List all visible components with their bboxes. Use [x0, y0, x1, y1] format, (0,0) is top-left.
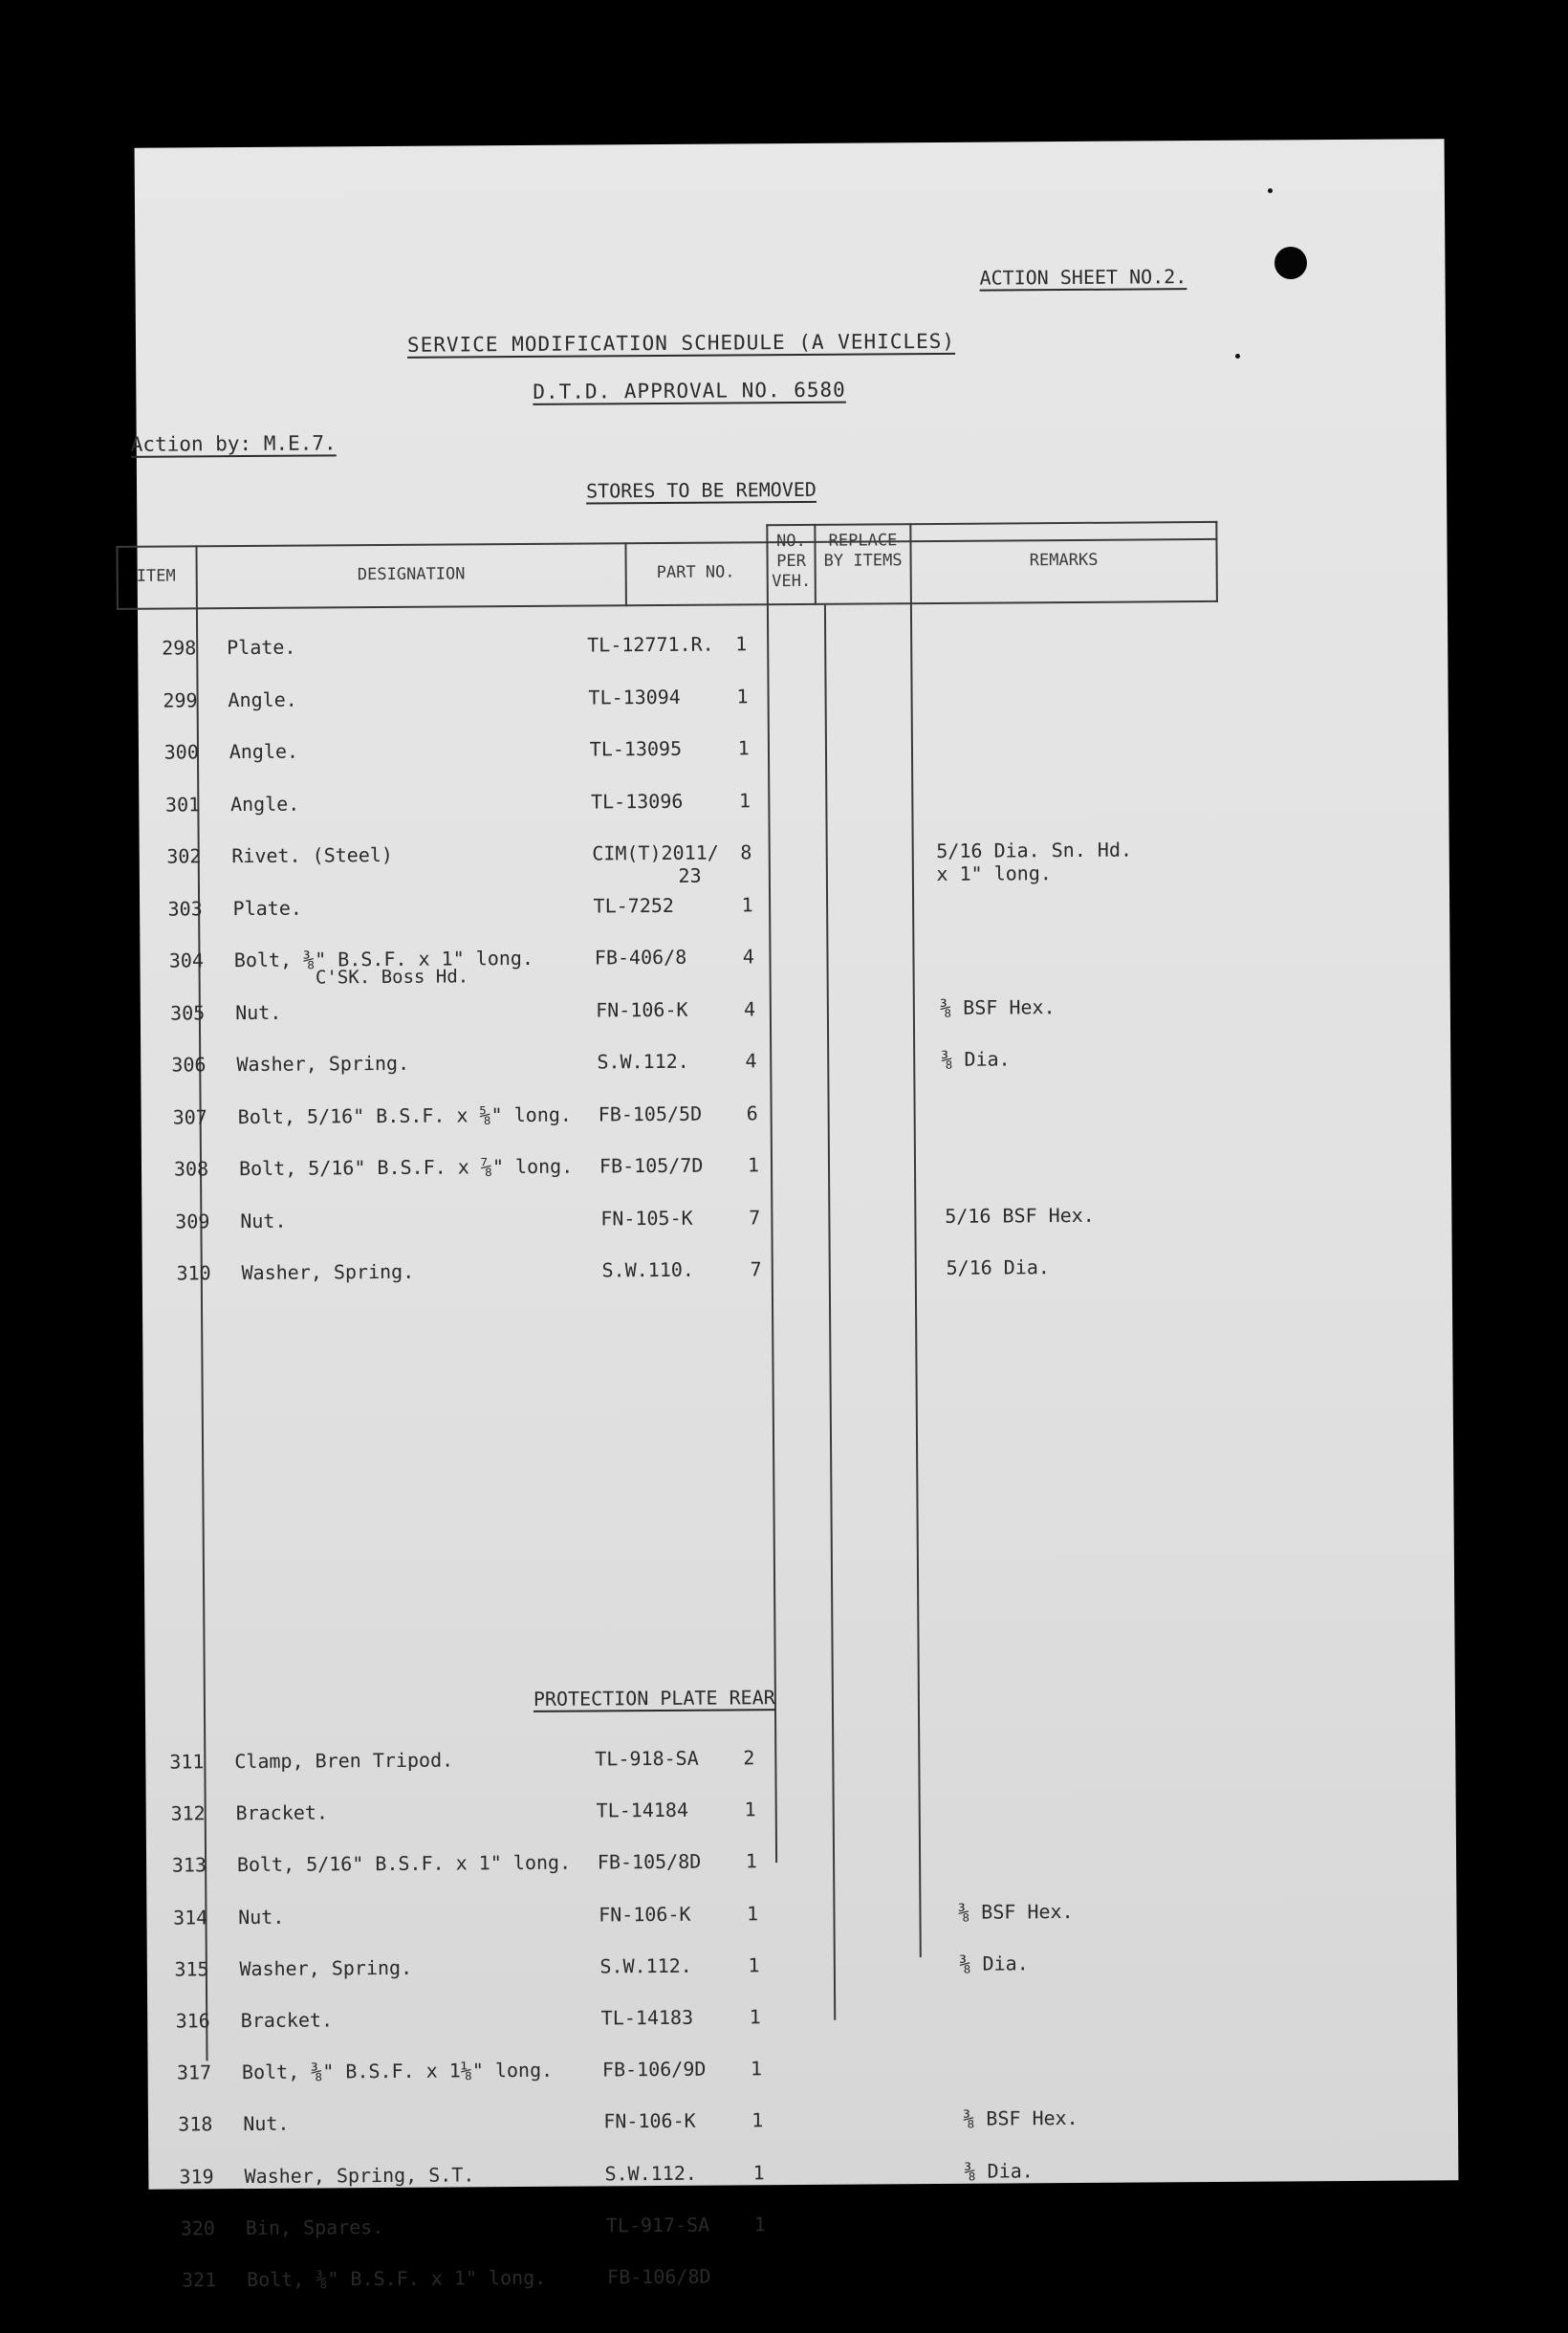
- remarks-text: 5/16 Dia.: [946, 1255, 1051, 1279]
- quantity-per-vehicle-text: 1: [752, 2160, 765, 2184]
- part-number-text: TL-12771.R.: [587, 632, 714, 657]
- designation: [239, 1155, 573, 1180]
- quantity-per-vehicle-text: 1: [747, 1901, 759, 1925]
- quantity-per-vehicle-text: 1: [735, 632, 748, 656]
- part-number: [601, 2006, 693, 2030]
- item-number-text: 321: [181, 2268, 217, 2292]
- table-row: [160, 1254, 1230, 1285]
- table-row: [149, 785, 1220, 817]
- item-number-text: 314: [173, 1905, 208, 1930]
- remarks: [958, 1900, 1074, 1924]
- item-number: [162, 2113, 229, 2136]
- remarks-text: ⅜ BSF Hex.: [963, 2106, 1078, 2131]
- item-number-text: 301: [164, 792, 201, 817]
- part-number: [599, 1954, 691, 1978]
- quantity-per-vehicle-text: 7: [750, 1257, 762, 1281]
- designation: [235, 1000, 281, 1023]
- part-number-text: FB-105/8D: [597, 1850, 702, 1874]
- quantity-per-vehicle-text: 1: [747, 1153, 760, 1177]
- item-number-text: 315: [174, 1957, 209, 1981]
- col-header-qty: NO. PER VEH.: [772, 531, 812, 592]
- designation-text: Bracket.: [235, 1800, 329, 1825]
- part-number: [588, 685, 680, 709]
- quantity-per-vehicle: [730, 736, 758, 759]
- designation-text: Nut.: [235, 1000, 282, 1024]
- document-page: [130, 139, 1459, 2292]
- item-number: [145, 636, 212, 659]
- quantity-per-vehicle-text: 6: [746, 1101, 758, 1124]
- item-number: [155, 1801, 222, 1824]
- designation: [247, 2266, 546, 2291]
- quantity-per-vehicle: [742, 2057, 771, 2080]
- quantity-per-vehicle: [744, 2161, 773, 2184]
- item-number: [165, 2268, 232, 2291]
- item-number-text: 311: [169, 1750, 205, 1774]
- quantity-per-vehicle-text: 1: [745, 1849, 757, 1873]
- quantity-per-vehicle: [743, 2109, 772, 2132]
- designation-text: Bolt, ⅜" B.S.F. x 1" long.: [247, 2265, 547, 2292]
- quantity-per-vehicle: [740, 1206, 769, 1229]
- designation-text: Nut.: [243, 2112, 290, 2136]
- table-row: [155, 1046, 1226, 1077]
- quantity-per-vehicle-text: 4: [745, 1049, 757, 1073]
- item-number-text: 299: [163, 687, 198, 712]
- item-number: [153, 1750, 220, 1773]
- part-number-text: S.W.112.: [597, 1049, 689, 1074]
- table-row: [163, 2157, 1233, 2189]
- part-number: [600, 1206, 692, 1230]
- designation-text: Angle.: [229, 792, 300, 816]
- item-number-text: 313: [171, 1853, 207, 1877]
- designation-text: Angle.: [229, 739, 299, 764]
- table-row: [153, 942, 1224, 989]
- table-row: [158, 1150, 1229, 1181]
- item-number: [149, 793, 216, 816]
- remarks: [946, 1255, 1050, 1279]
- part-number: [597, 1050, 688, 1074]
- part-number-text: FB-106/9D: [601, 2057, 707, 2082]
- item-number: [148, 740, 215, 763]
- part-number: [590, 737, 682, 761]
- part-number-text: TL-14183: [600, 2005, 694, 2030]
- remarks-text: ⅜ BSF Hex.: [958, 1899, 1074, 1924]
- item-number: [158, 1157, 225, 1180]
- designation-text: Bolt, ⅜" B.S.F. x 1⅛" long.: [241, 2058, 554, 2084]
- item-number: [164, 2216, 231, 2239]
- designation: [236, 1052, 409, 1076]
- item-number: [156, 1854, 223, 1877]
- part-number: [599, 1154, 704, 1178]
- item-number-text: 308: [173, 1157, 209, 1181]
- part-number: [599, 1101, 703, 1125]
- item-number: [157, 1906, 224, 1929]
- remarks-text: 5/16 Dia. Sn. Hd.: [936, 838, 1133, 862]
- designation: [238, 1905, 284, 1928]
- item-number: [153, 948, 220, 971]
- part-number-text: FN-106-K: [599, 1902, 691, 1927]
- col-header-remarks: REMARKS: [1029, 550, 1099, 571]
- stores-table: [116, 521, 1228, 2292]
- item-number-text: 320: [180, 2216, 215, 2240]
- part-number: [607, 2265, 711, 2289]
- quantity-per-vehicle-text: 1: [744, 1798, 756, 1821]
- designation: [246, 2215, 384, 2239]
- table-row: [156, 1846, 1227, 1877]
- item-number: [146, 688, 213, 711]
- remarks-text: ⅜ Dia.: [959, 1951, 1029, 1975]
- table-row: [148, 733, 1219, 764]
- item-number: [161, 2060, 228, 2083]
- part-number-text: FB-106/8D: [607, 2264, 711, 2289]
- designation: [234, 1749, 453, 1774]
- speck: [1235, 354, 1240, 359]
- quantity-per-vehicle-text: 1: [736, 684, 749, 708]
- remarks-text: 5/16 BSF Hex.: [945, 1203, 1095, 1228]
- designation: [240, 1209, 286, 1232]
- item-number: [150, 844, 217, 867]
- designation-text: Nut.: [240, 1209, 287, 1232]
- remarks: [959, 1951, 1028, 1975]
- designation-text: Bolt, 5/16" B.S.F. x 1" long.: [236, 1851, 572, 1877]
- part-number: [602, 2058, 707, 2082]
- part-number: [597, 1799, 688, 1822]
- item-number: [159, 1210, 226, 1232]
- table-row: [159, 1202, 1230, 1233]
- quantity-per-vehicle-text: 1: [751, 2108, 764, 2132]
- designation-text: Bolt, 5/16" B.S.F. x ⅞" long.: [238, 1154, 574, 1181]
- quantity-per-vehicle: [737, 1850, 766, 1873]
- quantity-per-vehicle: [736, 1049, 765, 1072]
- remarks-line2: x 1" long.: [936, 861, 1052, 885]
- part-number-text: TL-13095: [589, 736, 683, 761]
- quantity-per-vehicle-text: 1: [741, 892, 753, 916]
- designation-text: Washer, Spring.: [241, 1259, 415, 1285]
- item-number-text: 306: [171, 1053, 207, 1077]
- designation-text: Washer, Spring.: [239, 1955, 413, 1980]
- remarks: [945, 1203, 1095, 1227]
- designation-text: Nut.: [238, 1905, 285, 1929]
- designation: [233, 896, 302, 920]
- part-number-text: TL-13094: [588, 685, 681, 709]
- quantity-per-vehicle: [730, 789, 759, 812]
- item-number: [152, 897, 219, 920]
- part-number-text: FN-106-K: [596, 997, 688, 1021]
- item-number-text: 309: [175, 1209, 210, 1233]
- designation-text: Clamp, Bren Tripod.: [234, 1748, 454, 1774]
- item-number: [155, 1053, 222, 1076]
- quantity-per-vehicle: [739, 1953, 768, 1976]
- quantity-per-vehicle: [734, 1746, 763, 1769]
- part-number: [587, 633, 714, 657]
- designation: [229, 740, 298, 764]
- part-number-text: FB-406/8: [594, 945, 687, 970]
- quantity-per-vehicle: [739, 1153, 768, 1176]
- item-number-text: 302: [166, 844, 202, 868]
- item-number-text: 319: [179, 2164, 214, 2189]
- item-number: [154, 1001, 221, 1024]
- part-number: [591, 789, 683, 813]
- part-number-text: TL-917-SA: [605, 2213, 710, 2237]
- action-by-text: Action by: M.E.7.: [130, 431, 337, 456]
- quantity-per-vehicle: [733, 893, 762, 916]
- quantity-per-vehicle-text: 4: [742, 945, 754, 969]
- part-number: [595, 946, 686, 970]
- action-by: [131, 431, 337, 455]
- quantity-per-vehicle-text: 7: [749, 1205, 761, 1229]
- quantity-per-vehicle-text: 1: [749, 2005, 761, 2029]
- part-number: [596, 997, 687, 1021]
- stores-heading: STORES TO BE REMOVED: [585, 477, 817, 503]
- part-number-text: TL-14184: [596, 1798, 689, 1822]
- remarks: [964, 2159, 1033, 2183]
- designation: [236, 1801, 328, 1825]
- item-number: [157, 1105, 224, 1128]
- designation-text: Bin, Spares.: [245, 2214, 384, 2239]
- designation: [230, 792, 299, 816]
- part-number-text: S.W.112.: [599, 1953, 692, 1978]
- designation-text: Bracket.: [240, 2008, 334, 2033]
- table-row: [154, 993, 1225, 1025]
- item-number-text: 316: [175, 2009, 210, 2033]
- designation-text: Plate.: [232, 896, 302, 920]
- part-number-text: FB-105/7D: [599, 1153, 704, 1178]
- remarks-text: ⅜ BSF Hex.: [940, 994, 1056, 1019]
- table-row: [153, 1743, 1224, 1774]
- remarks: [936, 839, 1132, 885]
- col-header-item: ITEM: [136, 566, 176, 586]
- item-number-text: 298: [162, 636, 197, 660]
- item-number: [163, 2165, 229, 2188]
- designation: [241, 2008, 333, 2032]
- col-header-replace: REPLACE BY ITEMS: [823, 531, 903, 571]
- designation: [244, 2163, 474, 2188]
- table-row: [145, 629, 1216, 660]
- quantity-per-vehicle: [736, 1798, 765, 1821]
- remarks: [940, 995, 1056, 1019]
- designation: [243, 2112, 289, 2135]
- quantity-per-vehicle: [738, 1101, 767, 1124]
- approval-number: D.T.D. APPROVAL NO. 6580: [533, 378, 846, 403]
- part-number: [604, 2161, 696, 2185]
- quantity-per-vehicle: [728, 685, 756, 708]
- designation: [242, 2059, 553, 2083]
- table-row: [146, 681, 1217, 712]
- remarks-text: ⅜ Dia.: [941, 1047, 1011, 1071]
- designation-text: Angle.: [228, 687, 297, 711]
- quantity-per-vehicle-text: 8: [740, 840, 752, 864]
- col-header-part-no: PART NO.: [656, 562, 735, 583]
- quantity-per-vehicle: [727, 632, 755, 655]
- part-number-text: S.W.110.: [601, 1257, 694, 1282]
- table-row: [160, 2002, 1230, 2033]
- table-row: [155, 1795, 1226, 1825]
- part-number-text: TL-7252: [593, 893, 674, 917]
- quantity-per-vehicle-text: 2: [743, 1746, 755, 1770]
- table-row: [161, 2054, 1231, 2084]
- part-number: [594, 893, 674, 917]
- quantity-per-vehicle-text: 1: [753, 2213, 766, 2236]
- quantity-per-vehicle-text: 1: [750, 2057, 763, 2081]
- quantity-per-vehicle-text: 4: [744, 996, 756, 1020]
- part-number-text: S.W.112.: [604, 2161, 697, 2186]
- part-number: [598, 1850, 702, 1874]
- table-row: [157, 1898, 1228, 1930]
- item-number-text: 310: [176, 1261, 211, 1285]
- table-row: [152, 889, 1223, 921]
- remarks: [963, 2106, 1078, 2130]
- quantity-per-vehicle: [735, 997, 764, 1020]
- col-header-designation: DESIGNATION: [357, 564, 466, 585]
- action-sheet-number: ACTION SHEET NO.2.: [979, 265, 1187, 290]
- table-row: [157, 1098, 1228, 1129]
- designation: [237, 1851, 571, 1876]
- quantity-per-vehicle: [734, 945, 763, 968]
- designation: [239, 1956, 412, 1980]
- part-number-text: FN-106-K: [603, 2109, 696, 2133]
- part-number-text: TL-13096: [590, 789, 684, 813]
- part-number: [606, 2213, 710, 2236]
- part-number-text: TL-918-SA: [595, 1746, 699, 1771]
- quantity-per-vehicle-text: 1: [748, 1953, 760, 1977]
- item-number-text: 317: [176, 2060, 212, 2084]
- item-number-text: 318: [178, 2112, 213, 2136]
- item-number-text: 304: [168, 948, 205, 972]
- part-number: [595, 1747, 699, 1771]
- item-number-text: 305: [170, 1000, 206, 1025]
- designation-text: Plate.: [227, 635, 296, 660]
- quantity-per-vehicle: [746, 2213, 774, 2235]
- designation-line2: C'SK. Boss Hd.: [315, 966, 469, 989]
- item-number-text: 303: [167, 896, 203, 921]
- table-row: [158, 1951, 1229, 1981]
- speck: [1268, 188, 1273, 193]
- item-number-text: 307: [172, 1104, 207, 1129]
- designation-text: Bolt, 5/16" B.S.F. x ⅝" long.: [237, 1102, 573, 1128]
- designation-text: Washer, Spring, S.T.: [244, 2162, 475, 2188]
- table-row: [165, 2261, 1236, 2292]
- part-number: [603, 2109, 695, 2133]
- table-row: [164, 2210, 1235, 2240]
- table-row: [162, 2105, 1232, 2136]
- part-number-line2: 23: [678, 863, 702, 887]
- designation: [234, 947, 534, 989]
- table-row: [150, 838, 1221, 887]
- designation-text: Rivet. (Steel): [231, 842, 393, 868]
- section-heading: PROTECTION PLATE REAR: [533, 1686, 775, 1711]
- quantity-per-vehicle: [741, 2005, 770, 2028]
- part-number: [592, 841, 719, 888]
- quantity-per-vehicle-text: 1: [737, 736, 750, 760]
- quantity-per-vehicle: [741, 1257, 770, 1280]
- designation-text: Washer, Spring.: [236, 1051, 410, 1077]
- part-number-text: CIM(T)2011/: [592, 840, 719, 865]
- designation: [228, 687, 296, 711]
- remarks: [941, 1047, 1010, 1071]
- part-number: [601, 1258, 693, 1282]
- punch-hole: [1274, 247, 1307, 279]
- item-number-text: 312: [170, 1801, 206, 1825]
- designation: [241, 1260, 414, 1284]
- part-number: [599, 1902, 690, 1926]
- quantity-per-vehicle: [731, 840, 760, 863]
- designation-text: Bolt, ⅜" B.S.F. x 1" long.: [233, 946, 534, 972]
- designation: [231, 843, 393, 867]
- item-number: [160, 1261, 227, 1284]
- item-number-text: 300: [163, 740, 199, 764]
- designation: [227, 636, 295, 660]
- item-number: [158, 1957, 225, 1980]
- designation: [238, 1102, 572, 1127]
- remarks-text: ⅜ Dia.: [964, 2158, 1034, 2183]
- part-number-text: FB-105/5D: [598, 1101, 703, 1125]
- quantity-per-vehicle-text: 1: [738, 788, 751, 812]
- part-number-text: FN-105-K: [600, 1206, 693, 1230]
- item-number: [160, 2009, 227, 2032]
- quantity-per-vehicle: [738, 1902, 767, 1925]
- document-title: SERVICE MODIFICATION SCHEDULE (A VEHICLES): [406, 329, 956, 357]
